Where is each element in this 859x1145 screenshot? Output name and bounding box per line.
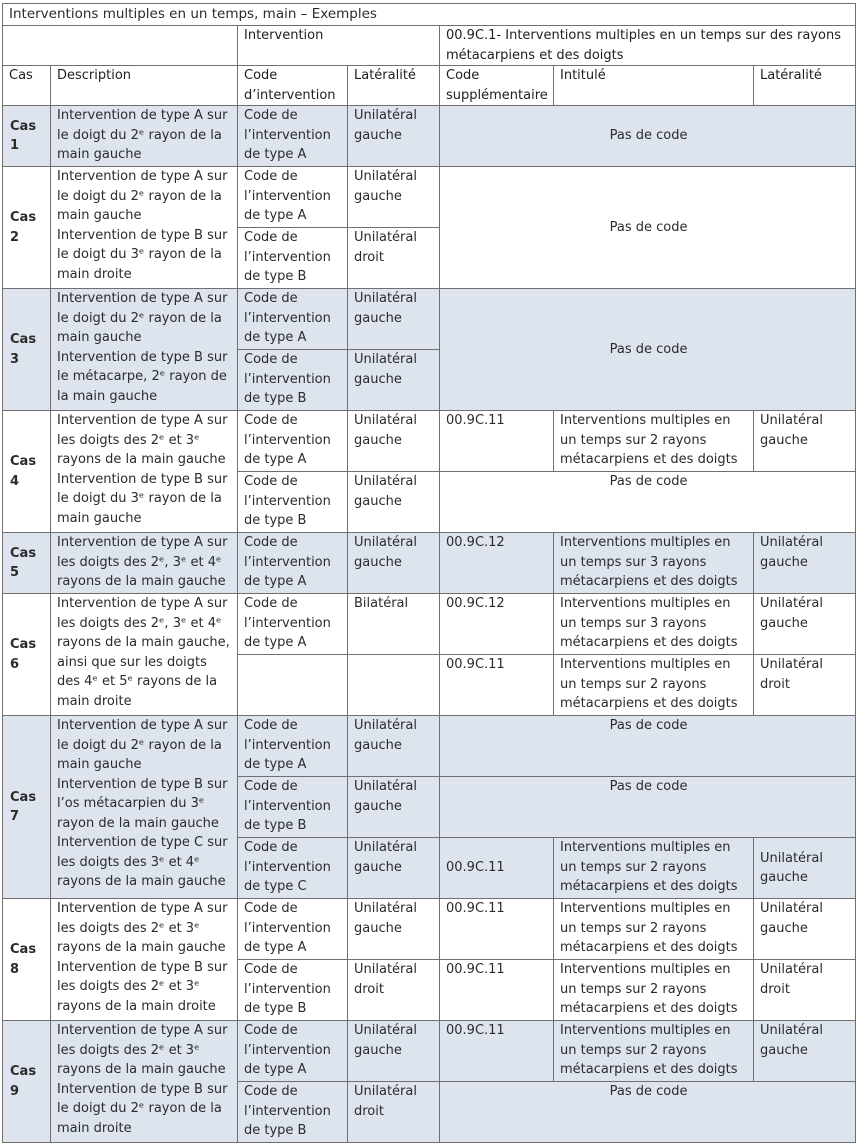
intervention-code: Code de l’intervention de type A bbox=[238, 411, 348, 472]
intervention-code: Code de l’intervention de type B bbox=[238, 777, 348, 838]
no-code-cell: Pas de code bbox=[440, 777, 856, 838]
case-label: Cas 5 bbox=[3, 533, 51, 594]
col-header-lateralite-2: Latéralité bbox=[754, 66, 856, 106]
intervention-laterality: Unilatéral gauche bbox=[348, 1021, 440, 1082]
intervention-laterality: Unilatéral droit bbox=[348, 960, 440, 1021]
col-header-code-intervention: Code d’intervention bbox=[238, 66, 348, 106]
col-header-description: Description bbox=[51, 66, 238, 106]
case-label: Cas 6 bbox=[3, 594, 51, 716]
intervention-laterality: Bilatéral bbox=[348, 594, 440, 655]
supplementary-code: 00.9C.12 bbox=[440, 594, 554, 655]
table-row-cas-3 bbox=[3, 289, 856, 350]
case-description: Intervention de type A sur les doigts des 2ᵉ, 3ᵉ et 4ᵉ rayons de la main gauche, ainsi que sur les doigts des 4ᵉ et 5ᵉ rayons de la main droite bbox=[51, 594, 238, 716]
case-label: Cas 7 bbox=[3, 716, 51, 899]
intervention-code: Code de l’intervention de type A bbox=[238, 716, 348, 777]
no-code-cell: Pas de code bbox=[440, 106, 856, 167]
case-description bbox=[51, 411, 238, 533]
supplementary-title: Interventions multiples en un temps sur 2 rayons métacarpiens et des doigts bbox=[554, 960, 754, 1021]
description-line: Intervention de type B sur le doigt du 3ᵉ rayon de la main gauche bbox=[57, 471, 228, 526]
intervention-laterality: Unilatéral gauche bbox=[348, 472, 440, 533]
col-header-cas: Cas bbox=[3, 66, 51, 106]
table-row-cas-5 bbox=[3, 533, 856, 594]
case-label: Cas 9 bbox=[3, 1021, 51, 1143]
case-label: Cas 2 bbox=[3, 167, 51, 289]
description-line: Intervention de type B sur le doigt du 3ᵉ rayon de la main droite bbox=[57, 227, 228, 282]
supplementary-laterality: Unilatéral droit bbox=[754, 655, 856, 716]
supplementary-code: 00.9C.11 bbox=[440, 960, 554, 1021]
intervention-code: Code de l’intervention de type C bbox=[238, 838, 348, 899]
case-description bbox=[51, 899, 238, 1021]
intervention-code: Code de l’intervention de type A bbox=[238, 106, 348, 167]
description-line: Intervention de type A sur le doigt du 2ᵉ rayon de la main gauche bbox=[57, 291, 228, 345]
supplementary-title: Interventions multiples en un temps sur 2 rayons métacarpiens et des doigts bbox=[554, 838, 754, 899]
column-header-row bbox=[3, 66, 856, 106]
supplementary-laterality: Unilatéral gauche bbox=[754, 533, 856, 594]
intervention-code: Code de l’intervention de type A bbox=[238, 289, 348, 350]
intervention-laterality: Unilatéral gauche bbox=[348, 106, 440, 167]
supplementary-title: Interventions multiples en un temps sur 2 rayons métacarpiens et des doigts bbox=[554, 411, 754, 472]
no-code-cell: Pas de code bbox=[440, 1082, 856, 1143]
col-header-code-supplementaire: Code supplémentaire bbox=[440, 66, 554, 106]
no-code-cell: Pas de code bbox=[440, 289, 856, 411]
description-line: Intervention de type B sur le doigt du 2ᵉ rayon de la main droite bbox=[57, 1081, 228, 1136]
description-line: Intervention de type A sur les doigts des 2ᵉ et 3ᵉ rayons de la main gauche bbox=[57, 901, 228, 955]
intervention-code: Code de l’intervention de type B bbox=[238, 350, 348, 411]
intervention-code: Code de l’intervention de type A bbox=[238, 594, 348, 655]
intervention-laterality-empty bbox=[348, 655, 440, 716]
interventions-table bbox=[2, 3, 856, 1143]
table-row-cas-8 bbox=[3, 899, 856, 960]
supplementary-title: Interventions multiples en un temps sur 2 rayons métacarpiens et des doigts bbox=[554, 899, 754, 960]
description-line: Intervention de type B sur l’os métacarpien du 3ᵉ rayon de la main gauche bbox=[57, 776, 228, 831]
supplementary-code: 00.9C.11 bbox=[440, 411, 554, 472]
supplementary-laterality: Unilatéral gauche bbox=[754, 838, 856, 899]
intervention-code: Code de l’intervention de type B bbox=[238, 228, 348, 289]
intervention-code: Code de l’intervention de type A bbox=[238, 1021, 348, 1082]
table-row-cas-1 bbox=[3, 106, 856, 167]
description-line: Intervention de type B sur les doigts des 2ᵉ et 3ᵉ rayons de la main droite bbox=[57, 959, 228, 1014]
description-line: Intervention de type C sur les doigts des 3ᵉ et 4ᵉ rayons de la main gauche bbox=[57, 835, 228, 889]
intervention-laterality: Unilatéral gauche bbox=[348, 716, 440, 777]
group-header-code: 00.9C.1- Interventions multiples en un temps sur des rayons métacarpiens et des doigts bbox=[440, 26, 856, 66]
supplementary-title: Interventions multiples en un temps sur 2 rayons métacarpiens et des doigts bbox=[554, 655, 754, 716]
no-code-cell: Pas de code bbox=[440, 716, 856, 777]
table-row-cas-9 bbox=[3, 1021, 856, 1082]
intervention-laterality: Unilatéral gauche bbox=[348, 411, 440, 472]
table-title-row bbox=[3, 4, 856, 26]
description-line: Intervention de type A sur les doigts des 2ᵉ et 3ᵉ rayons de la main gauche bbox=[57, 1023, 228, 1077]
intervention-code: Code de l’intervention de type B bbox=[238, 472, 348, 533]
supplementary-code: 00.9C.11 bbox=[440, 838, 554, 899]
intervention-code: Code de l’intervention de type A bbox=[238, 533, 348, 594]
supplementary-title: Interventions multiples en un temps sur 3 rayons métacarpiens et des doigts bbox=[554, 594, 754, 655]
intervention-laterality: Unilatéral gauche bbox=[348, 289, 440, 350]
case-description bbox=[51, 1021, 238, 1143]
case-label: Cas 4 bbox=[3, 411, 51, 533]
intervention-laterality: Unilatéral gauche bbox=[348, 777, 440, 838]
supplementary-code: 00.9C.12 bbox=[440, 533, 554, 594]
case-description: Intervention de type A sur les doigts des 2ᵉ, 3ᵉ et 4ᵉ rayons de la main gauche bbox=[51, 533, 238, 594]
table-row-cas-2 bbox=[3, 167, 856, 228]
no-code-cell: Pas de code bbox=[440, 472, 856, 533]
case-description bbox=[51, 167, 238, 289]
intervention-laterality: Unilatéral gauche bbox=[348, 350, 440, 411]
col-header-lateralite: Latéralité bbox=[348, 66, 440, 106]
description-line: Intervention de type B sur le métacarpe, 2ᵉ rayon de la main gauche bbox=[57, 349, 228, 404]
case-description bbox=[51, 289, 238, 411]
case-label: Cas 1 bbox=[3, 106, 51, 167]
supplementary-title: Interventions multiples en un temps sur 2 rayons métacarpiens et des doigts bbox=[554, 1021, 754, 1082]
intervention-laterality: Unilatéral droit bbox=[348, 228, 440, 289]
intervention-code: Code de l’intervention de type A bbox=[238, 167, 348, 228]
no-code-cell: Pas de code bbox=[440, 167, 856, 289]
description-line: Intervention de type A sur le doigt du 2ᵉ rayon de la main gauche bbox=[57, 718, 228, 772]
intervention-code-empty bbox=[238, 655, 348, 716]
case-label: Cas 3 bbox=[3, 289, 51, 411]
table-row-cas-6 bbox=[3, 594, 856, 655]
table-row-cas-4 bbox=[3, 411, 856, 472]
intervention-laterality: Unilatéral gauche bbox=[348, 838, 440, 899]
supplementary-code: 00.9C.11 bbox=[440, 1021, 554, 1082]
intervention-code: Code de l’intervention de type A bbox=[238, 899, 348, 960]
intervention-code: Code de l’intervention de type B bbox=[238, 1082, 348, 1143]
group-header-row bbox=[3, 26, 856, 66]
case-description: Intervention de type A sur le doigt du 2ᵉ rayon de la main gauche bbox=[51, 106, 238, 167]
supplementary-laterality: Unilatéral droit bbox=[754, 960, 856, 1021]
col-header-intitule: Intitulé bbox=[554, 66, 754, 106]
group-header-empty bbox=[3, 26, 238, 66]
description-line: Intervention de type A sur le doigt du 2ᵉ rayon de la main gauche bbox=[57, 169, 228, 223]
intervention-laterality: Unilatéral gauche bbox=[348, 533, 440, 594]
supplementary-code: 00.9C.11 bbox=[440, 655, 554, 716]
supplementary-code: 00.9C.11 bbox=[440, 899, 554, 960]
description-line: Intervention de type A sur les doigts des 2ᵉ et 3ᵉ rayons de la main gauche bbox=[57, 413, 228, 467]
intervention-code: Code de l’intervention de type B bbox=[238, 960, 348, 1021]
supplementary-title: Interventions multiples en un temps sur 3 rayons métacarpiens et des doigts bbox=[554, 533, 754, 594]
supplementary-laterality: Unilatéral gauche bbox=[754, 594, 856, 655]
supplementary-laterality: Unilatéral gauche bbox=[754, 411, 856, 472]
intervention-laterality: Unilatéral gauche bbox=[348, 899, 440, 960]
group-header-intervention: Intervention bbox=[238, 26, 440, 66]
case-description bbox=[51, 716, 238, 899]
intervention-laterality: Unilatéral droit bbox=[348, 1082, 440, 1143]
intervention-laterality: Unilatéral gauche bbox=[348, 167, 440, 228]
supplementary-laterality: Unilatéral gauche bbox=[754, 899, 856, 960]
supplementary-laterality: Unilatéral gauche bbox=[754, 1021, 856, 1082]
table-row-cas-7 bbox=[3, 716, 856, 777]
case-label: Cas 8 bbox=[3, 899, 51, 1021]
table-title: Interventions multiples en un temps, main – Exemples bbox=[3, 4, 856, 26]
